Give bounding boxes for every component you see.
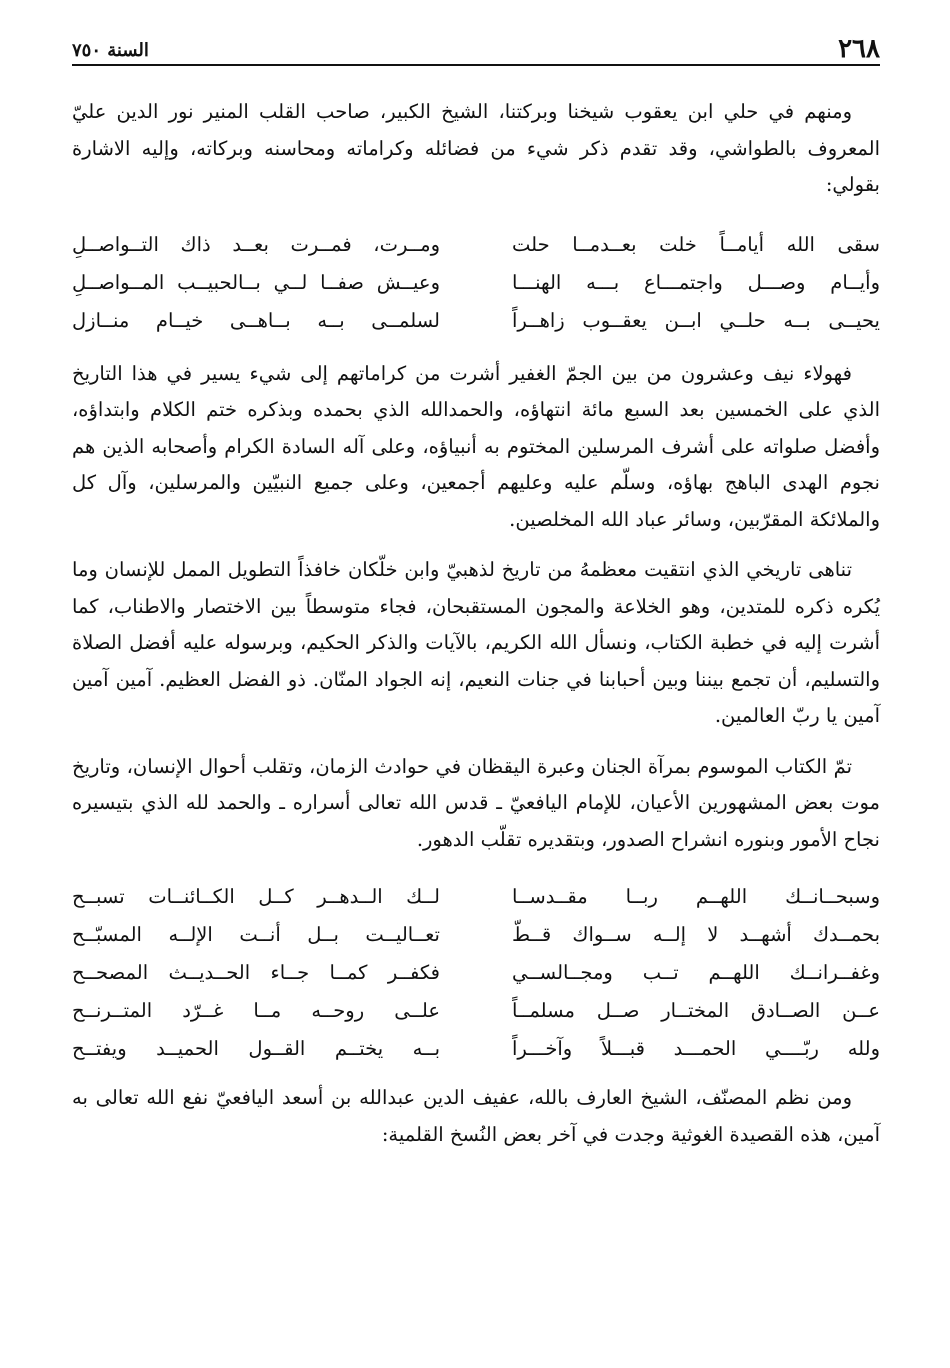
verse-second-half: وعيــش صفــا لــي بــالحبيــب المــواصــلِ	[72, 270, 440, 294]
verse-second-half: علــى روحــه مــا غــرّد المتــرنــح	[72, 999, 440, 1022]
verse-first-half: بحمــدك أشهــد لا إلــه ســواك قــطّ	[512, 923, 880, 946]
book-page	[72, 28, 880, 1153]
paragraph-closing-praise: فهولاء نيف وعشرون من بين الجمّ الغفير أشرت من كراماتهم إلى شيء يسير في هذا التاريخ الذي على الخمسين بعد السبع مائة انتهاؤه، والحمدالله الذي بحمده وبذكره ختم الكلام وابتداؤه، وأفضل صلواته على أشرف المرسلين المختوم به أنبياؤه، وعلى آله السادة الكرام وأصحابه الذين هم نجوم الهدى الباهج بهاؤه، وسلّم عليه وعليهم أجمعين، وعلى جميع النبيّين والمرسلين، وآل كل والملائكة المقرّبين، وسائر عباد الله المخلصين.	[72, 361, 880, 531]
verse-second-half: فكفــر كمــا جــاء الحــديــث المصحــح	[72, 961, 440, 984]
poem-verses-1	[72, 226, 880, 340]
paragraph-qasida-intro: ومن نظم المصنّف، الشيخ العارف بالله، عفيف الدين عبدالله بن أسعد اليافعيّ نفع الله تعالى به آمين، هذه القصيدة الغوثية وجدت في آخر بعض النُسخ القلمية:	[72, 1086, 880, 1146]
verse-first-half: وغفــرانــك اللهــم تــب ومجــالســي	[512, 961, 880, 984]
verse-line	[72, 992, 880, 1030]
running-header	[72, 28, 880, 66]
verse-line	[72, 264, 880, 302]
verse-second-half: تعــاليــت بــل أنــت الإلــه المسبّــح	[72, 923, 440, 946]
paragraph-colophon: تمّ الكتاب الموسوم بمرآة الجنان وعبرة اليقظان في حوادث الزمان، وتقلب أحوال الإنسان، وتاريخ موت بعض المشهورين الأعيان، للإمام اليافعيّ ـ قدس الله تعالى أسراره ـ والحمد لله الذي بتيسيره نجاح الأمور وبنوره انشراح الصدور، وبتقديره تقلّب الدهور.	[72, 754, 880, 851]
page-number: ٢٦٨	[838, 34, 880, 64]
verse-line	[72, 1030, 880, 1068]
paragraph-intro: ومنهم في حلي ابن يعقوب شيخنا وبركتنا، الشيخ الكبير، صاحب القلب المنير نور الدين عليّ المعروف بالطواشي، وقد تقدم ذكر شيء من فضائله وكراماته ومحاسنه وبركاته، وإليه الاشارة بقولي:	[72, 100, 880, 196]
verse-second-half: لــك الــدهــر كــل الكــائنــات تسبــح	[72, 885, 440, 908]
verse-line	[72, 878, 880, 916]
verse-second-half: لسلمــى بــه بــاهــى خيــام منــازل	[72, 308, 440, 332]
paragraph-book-summary: تناهى تاريخي الذي انتقيت معظمهُ من تاريخ لذهبيّ وابن خلّكان خافذاً التطويل الممل للإنسان وما يُكره ذكره للمتدين، وهو الخلاعة والمجون المستقبحان، فجاء متوسطاً بين الاختصار والاطناب، كما أشرت إليه في خطبة الكتاب، ونسأل الله الكريم، بالآيات والذكر الحكيم، وبرسوله عليه أفضل الصلاة والتسليم، أن تجمع بيننا وبين أحبابنا في جنات النعيم، إنه الجواد المنّان. ذو الفضل العظيم. آمين آمين آمين يا ربّ العالمين.	[72, 558, 880, 727]
verse-second-half: ومــرت، فمــرت بعــد ذاك التــواصــلِ	[72, 232, 440, 256]
verse-first-half: وسبحــانــك اللهــم ربــا مقــدســا	[512, 885, 880, 908]
verse-first-half: سقى الله أيامــاً خلت بعــدمــا حلت	[512, 232, 880, 256]
verse-line	[72, 954, 880, 992]
year-label: السنة ٧٥٠	[72, 40, 149, 61]
verse-line	[72, 916, 880, 954]
verse-second-half: بــه يختــم القــول الحميــد ويفتــح	[72, 1037, 440, 1060]
verse-first-half: يحيــى بــه حلــي ابــن يعقــوب زاهــراً	[512, 308, 880, 332]
verse-first-half: عــن الصــادق المختــار صــل مسلمــاً	[512, 999, 880, 1022]
verse-first-half: وأيــام وصـــل واجتمـــاع بـــه الهنـــا	[512, 270, 880, 294]
verse-first-half: ولله ربّــــي الحمـــد قبـــلاً وآخـــراً	[512, 1037, 880, 1060]
verse-line	[72, 302, 880, 340]
verse-line	[72, 226, 880, 264]
poem-verses-2	[72, 878, 880, 1068]
